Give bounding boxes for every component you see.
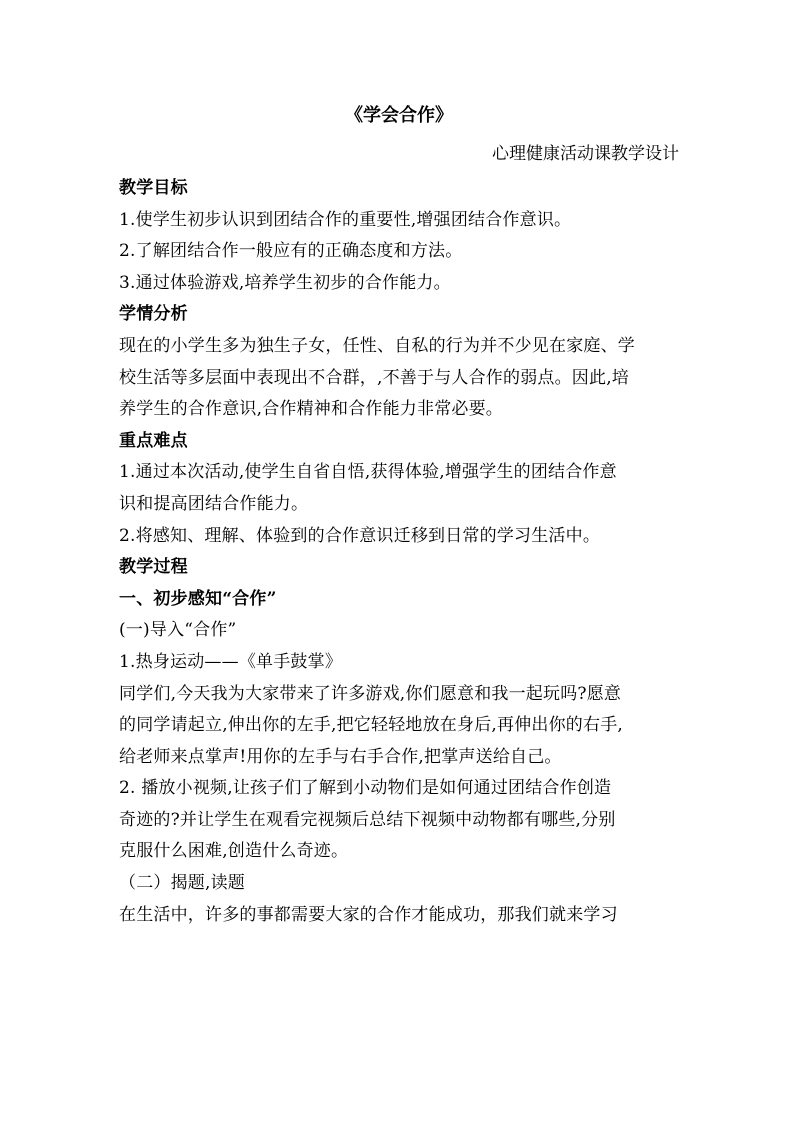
paragraph-line: 2.了解团结合作一般应有的正确态度和方法。 xyxy=(119,241,463,262)
paragraph-line: 1.使学生初步认识到团结合作的重要性,增强团结合作意识。 xyxy=(119,209,572,230)
paragraph-line: 1.通过本次活动,使学生自省自悟,获得体验,增强学生的团结合作意 xyxy=(119,462,617,483)
paragraph-line: 识和提高团结合作能力。 xyxy=(119,493,309,514)
document-title: 《学会合作》 xyxy=(345,105,453,126)
paragraph-line: 2. 播放小视频,让孩子们了解到小动物们是如何通过团结合作创造 xyxy=(119,778,612,799)
paragraph-line: 的同学请起立,伸出你的左手,把它轻轻地放在身后,再伸出你的右手, xyxy=(119,715,624,736)
paragraph-line: （二）揭题,读题 xyxy=(119,873,246,894)
paragraph-line: 同学们,今天我为大家带来了许多游戏,你们愿意和我一起玩吗?愿意 xyxy=(119,683,622,704)
paragraph-line: 在生活中，许多的事都需要大家的合作才能成功，那我们就来学习 xyxy=(119,904,618,925)
section-heading: 教学目标 xyxy=(119,178,188,198)
paragraph-line: 克服什么困难,创造什么奇迹。 xyxy=(119,841,349,862)
section-heading: 一、初步感知“合作” xyxy=(119,588,277,609)
section-heading: 教学过程 xyxy=(119,557,188,578)
paragraph-line: 1.热身运动——《单手鼓掌》 xyxy=(119,651,343,672)
paragraph-line: 给老师来点掌声!用你的左手与右手合作,把掌声送给自己。 xyxy=(119,746,562,767)
paragraph-line: 现在的小学生多为独生子女，任性、自私的行为并不少见在家庭、学 xyxy=(119,335,635,356)
paragraph-line: 3.通过体验游戏,培养学生初步的合作能力。 xyxy=(119,272,451,293)
paragraph-line: 奇迹的?并让学生在观看完视频后总结下视频中动物都有哪些,分别 xyxy=(119,809,616,830)
paragraph-line: (一)导入“合作” xyxy=(119,620,237,641)
paragraph-line: 养学生的合作意识,合作精神和合作能力非常必要。 xyxy=(119,399,504,420)
document-body xyxy=(119,173,679,931)
paragraph-line: 校生活等多层面中表现出不合群，,不善于与人合作的弱点。因此,培 xyxy=(119,367,630,388)
document-subtitle: 心理健康活动课教学设计 xyxy=(492,144,679,164)
paragraph-line: 2.将感知、理解、体验到的合作意识迁移到日常的学习生活中。 xyxy=(119,525,601,546)
section-heading: 重点难点 xyxy=(119,430,188,451)
section-heading: 学情分析 xyxy=(119,304,188,325)
